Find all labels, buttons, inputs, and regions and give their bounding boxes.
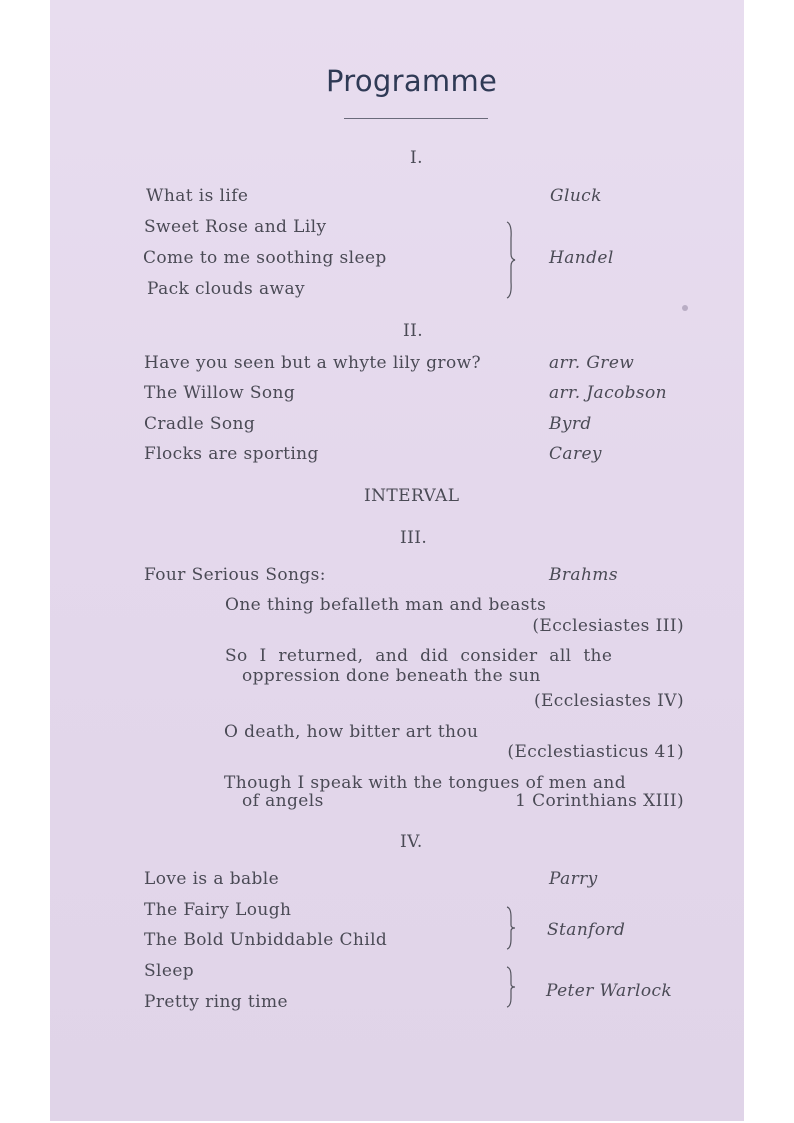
song-title: Sleep	[144, 961, 195, 981]
section-4-numeral: IV.	[400, 832, 423, 852]
song-title: Come to me soothing sleep	[143, 248, 387, 268]
composer-name: arr. Jacobson	[549, 383, 668, 403]
song-title: The Bold Unbiddable Child	[144, 930, 388, 950]
interval-label: INTERVAL	[364, 486, 460, 506]
song-title: What is life	[146, 186, 249, 206]
programme-sheet	[50, 0, 744, 1121]
song-cycle-heading: Four Serious Songs:	[144, 565, 326, 585]
composer-name: arr. Grew	[549, 353, 635, 373]
grouping-brace	[502, 965, 516, 1009]
song-title: Though I speak with the tongues of men and	[224, 773, 627, 793]
grouping-brace	[502, 905, 516, 951]
section-2-numeral: II.	[403, 321, 424, 341]
song-title: The Fairy Lough	[144, 900, 292, 920]
song-title: Have you seen but a whyte lily grow?	[144, 353, 482, 373]
paper-mark	[682, 305, 688, 311]
composer-name: Byrd	[549, 414, 592, 434]
section-1-numeral: I.	[410, 148, 423, 168]
programme-title: Programme	[326, 64, 498, 98]
composer-name: Peter Warlock	[546, 981, 673, 1001]
song-title: Pack clouds away	[147, 279, 306, 299]
composer-name: Gluck	[550, 186, 602, 206]
song-title: Love is a bable	[144, 869, 280, 889]
composer-name: Carey	[549, 444, 602, 464]
song-title: Sweet Rose and Lily	[144, 217, 327, 237]
song-title: One thing befalleth man and beasts	[225, 595, 547, 615]
song-title: Cradle Song	[144, 414, 256, 434]
grouping-brace	[502, 220, 516, 300]
scripture-source: (Ecclesiastes IV)	[533, 691, 684, 711]
composer-name: Parry	[549, 869, 598, 889]
song-title: Pretty ring time	[144, 992, 288, 1012]
section-3-numeral: III.	[400, 528, 428, 548]
song-title: O death, how bitter art thou	[224, 722, 479, 742]
song-title: The Willow Song	[144, 383, 296, 403]
song-title: So I returned, and did consider all the	[225, 646, 613, 666]
title-underline	[344, 118, 488, 119]
composer-name: Handel	[549, 248, 614, 268]
song-title: Flocks are sporting	[144, 444, 319, 464]
song-title-continued: oppression done beneath the sun	[242, 666, 541, 686]
song-title-continued: of angels	[242, 791, 324, 811]
composer-name: Stanford	[547, 920, 626, 940]
scripture-source: (Ecclestiasticus 41)	[507, 742, 684, 762]
scripture-source: 1 Corinthians XIII)	[515, 791, 684, 811]
composer-name: Brahms	[549, 565, 618, 585]
scripture-source: (Ecclesiastes III)	[532, 616, 684, 636]
